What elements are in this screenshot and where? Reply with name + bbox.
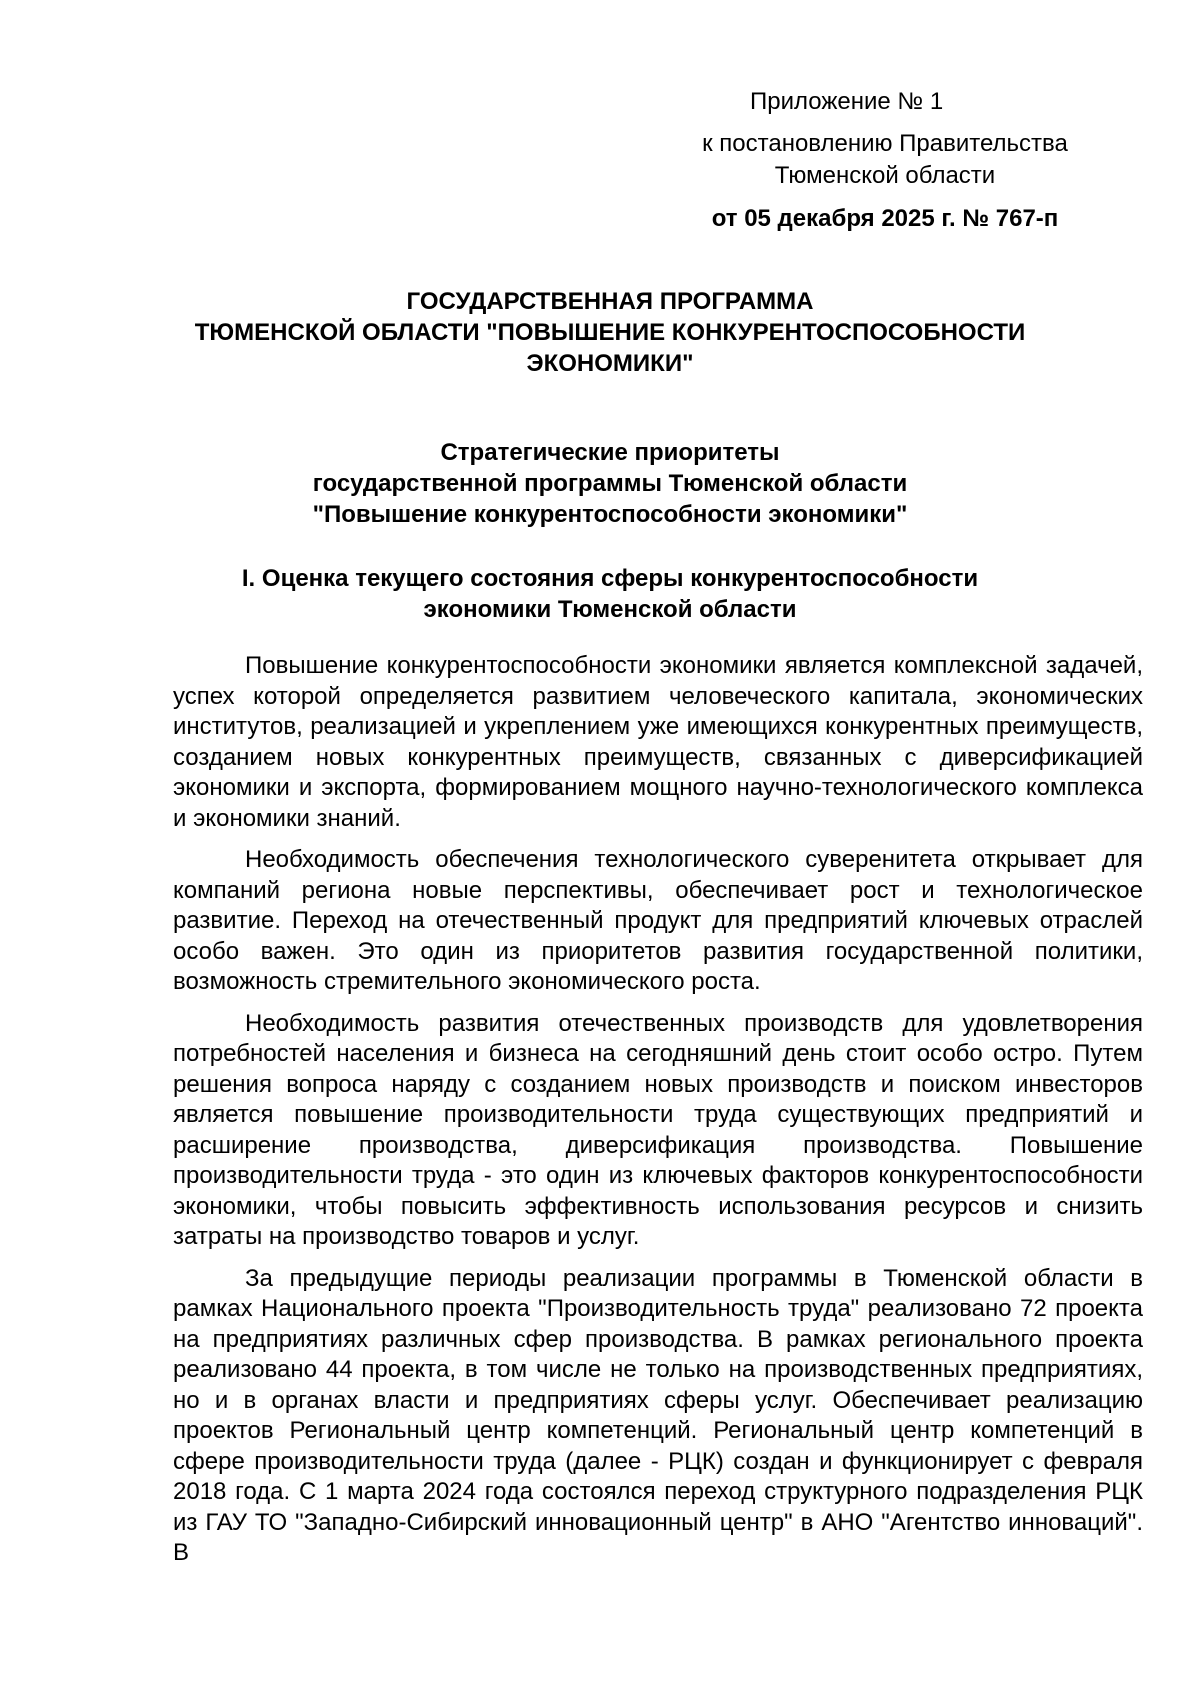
annex-reference-line1: к постановлению Правительства	[702, 130, 1068, 157]
annex-reference	[650, 128, 1120, 192]
strategic-priorities-line2: государственной программы Тюменской области	[312, 470, 908, 497]
annex-reference-line2: Тюменской области	[774, 162, 996, 189]
annex-date-number: от 05 декабря 2025 г. № 767-п	[711, 205, 1059, 232]
annex-number: Приложение № 1	[750, 88, 944, 115]
strategic-priorities-heading	[150, 437, 1070, 530]
strategic-priorities-line3: "Повышение конкурентоспособности экономики"	[312, 501, 908, 528]
paragraph: За предыдущие периоды реализации программы в Тюменской области в рамках Национального проекта "Производительность труда" реализовано 72 проекта на предприятиях различных сфер производства. В рамках регионального проекта реализовано 44 проекта, в том числе не только на производственных предприятиях, но и в органах власти и предприятиях сферы услуг. Обеспечивает реализацию проектов Региональный центр компетенций. Региональный центр компетенций в сфере производительности труда (далее - РЦК) создан и функционирует с февраля 2018 года. С 1 марта 2024 года состоялся переход структурного подразделения РЦК из ГАУ ТО "Западно-Сибирский инновационный центр" в АНО "Агентство инноваций". В	[173, 1264, 1143, 1566]
strategic-priorities-line1: Стратегические приоритеты	[440, 439, 780, 466]
section-heading-line2: экономики Тюменской области	[423, 596, 797, 623]
program-title-line1: ГОСУДАРСТВЕННАЯ ПРОГРАММА	[406, 288, 814, 315]
body-text	[173, 651, 1143, 1580]
program-title	[150, 286, 1070, 379]
paragraph: Необходимость обеспечения технологического суверенитета открывает для компаний региона новые перспективы, обеспечивает рост и технологическое развитие. Переход на отечественный продукт для предприятий ключевых отраслей особо важен. Это один из приоритетов развития государственной политики, возможность стремительного экономического роста.	[173, 846, 1143, 995]
section-heading	[150, 563, 1070, 625]
program-title-line3: ЭКОНОМИКИ"	[526, 350, 694, 377]
section-heading-line1: I. Оценка текущего состояния сферы конкурентоспособности	[241, 565, 979, 592]
paragraph: Необходимость развития отечественных производств для удовлетворения потребностей населения и бизнеса на сегодняшний день стоит особо остро. Путем решения вопроса наряду с созданием новых производств и поиском инвесторов является повышение производительности труда существующих предприятий и расширение производства, диверсификация производства. Повышение производительности труда - это один из ключевых факторов конкурентоспособности экономики, чтобы повысить эффективность использования ресурсов и снизить затраты на производство товаров и услуг.	[173, 1009, 1143, 1250]
paragraph: Повышение конкурентоспособности экономики является комплексной задачей, успех которой определяется развитием человеческого капитала, экономических институтов, реализацией и укреплением уже имеющихся конкурентных преимуществ, созданием новых конкурентных преимуществ, связанных с диверсификацией экономики и экспорта, формированием мощного научно-технологического комплекса и экономики знаний.	[173, 652, 1143, 832]
program-title-line2: ТЮМЕНСКОЙ ОБЛАСТИ "ПОВЫШЕНИЕ КОНКУРЕНТОСПОСОБНОСТИ	[194, 319, 1026, 346]
